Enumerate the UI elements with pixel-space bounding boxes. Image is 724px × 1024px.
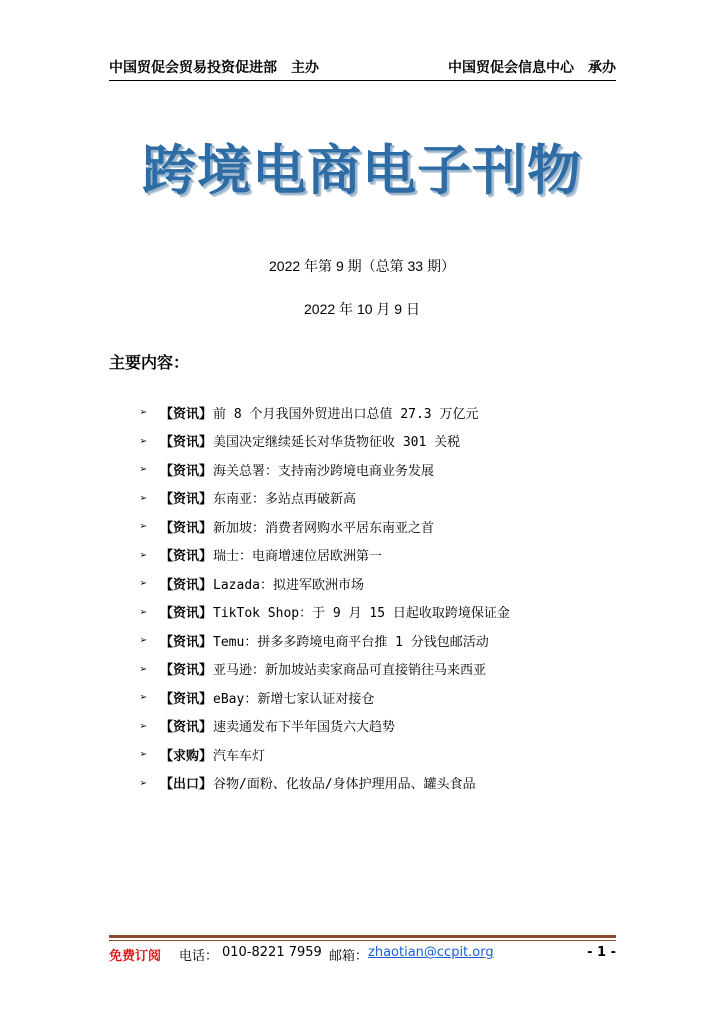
arrow-bullet-icon: ➢	[140, 747, 148, 762]
contents-item	[140, 398, 510, 427]
item-tag: 【资讯】	[160, 549, 213, 565]
email-label: 邮箱：	[329, 949, 369, 964]
page-header	[109, 56, 616, 81]
item-text: eBay：新增七家认证对接仓	[213, 691, 375, 707]
contents-item	[140, 683, 510, 712]
arrow-bullet-icon: ➢	[140, 519, 148, 534]
item-tag: 【资讯】	[160, 606, 213, 622]
issue-date: 2022 年 10 月 9 日	[304, 301, 420, 317]
item-text: 速卖通发布下半年国货六大趋势	[213, 720, 396, 736]
contents-item	[140, 484, 510, 513]
arrow-bullet-icon: ➢	[140, 604, 148, 619]
item-tag: 【资讯】	[160, 435, 213, 451]
page-footer	[109, 945, 616, 965]
contents-item	[140, 598, 510, 627]
item-text: 海关总署：支持南沙跨境电商业务发展	[213, 463, 435, 479]
item-text: Temu：拼多多跨境电商平台推 1 分钱包邮活动	[213, 634, 489, 650]
contents-item	[140, 769, 510, 798]
contents-item	[140, 569, 510, 598]
item-text: 前 8 个月我国外贸进出口总值 27.3 万亿元	[213, 406, 479, 422]
contents-item	[140, 427, 510, 456]
page-number: - 1 -	[587, 945, 616, 960]
item-tag: 【资讯】	[160, 406, 213, 422]
item-tag: 【资讯】	[160, 691, 213, 707]
item-tag: 【资讯】	[160, 492, 213, 508]
item-tag: 【资讯】	[160, 520, 213, 536]
issue-number: 2022 年第 9 期（总第 33 期）	[269, 258, 455, 274]
arrow-bullet-icon: ➢	[140, 633, 148, 648]
header-undertaker: 中国贸促会信息中心 承办	[448, 60, 616, 76]
item-text: 瑞士：电商增速位居欧洲第一	[213, 549, 383, 565]
item-tag: 【资讯】	[160, 463, 213, 479]
contents-item	[140, 512, 510, 541]
item-text: 谷物/面粉、化妆品/身体护理用品、罐头食品	[213, 777, 476, 793]
item-tag: 【资讯】	[160, 577, 213, 593]
contents-list	[140, 398, 510, 797]
subscribe-link[interactable]: 免费订阅	[109, 949, 162, 964]
arrow-bullet-icon: ➢	[140, 718, 148, 733]
footer-divider-thin	[109, 940, 616, 941]
arrow-bullet-icon: ➢	[140, 490, 148, 505]
item-text: 新加坡：消费者网购水平居东南亚之首	[213, 520, 435, 536]
item-text: 亚马逊：新加坡站卖家商品可直接销往马来西亚	[213, 663, 487, 679]
arrow-bullet-icon: ➢	[140, 661, 148, 676]
contents-item	[140, 455, 510, 484]
header-organizer: 中国贸促会贸易投资促进部 主办	[109, 60, 319, 76]
contents-item	[140, 740, 510, 769]
item-tag: 【资讯】	[160, 634, 213, 650]
contents-item	[140, 712, 510, 741]
arrow-bullet-icon: ➢	[140, 576, 148, 591]
arrow-bullet-icon: ➢	[140, 462, 148, 477]
contents-item	[140, 655, 510, 684]
arrow-bullet-icon: ➢	[140, 775, 148, 790]
item-text: 美国决定继续延长对华货物征收 301 关税	[213, 435, 461, 451]
item-tag: 【出口】	[160, 777, 213, 793]
arrow-bullet-icon: ➢	[140, 405, 148, 420]
phone-label: 电话：	[179, 949, 219, 964]
contents-item	[140, 541, 510, 570]
item-tag: 【资讯】	[160, 720, 213, 736]
phone-number: 010-8221 7959	[222, 945, 322, 960]
contents-heading: 主要内容：	[109, 353, 190, 372]
item-text: TikTok Shop：于 9 月 15 日起收取跨境保证金	[213, 606, 510, 622]
arrow-bullet-icon: ➢	[140, 547, 148, 562]
item-text: 东南亚：多站点再破新高	[213, 492, 357, 508]
arrow-bullet-icon: ➢	[140, 433, 148, 448]
item-tag: 【求购】	[160, 748, 213, 764]
contents-item	[140, 626, 510, 655]
item-text: Lazada：拟进军欧洲市场	[213, 577, 364, 593]
publication-title: 跨境电商电子刊物	[142, 139, 582, 202]
item-text: 汽车车灯	[213, 748, 266, 764]
arrow-bullet-icon: ➢	[140, 690, 148, 705]
item-tag: 【资讯】	[160, 663, 213, 679]
footer-divider	[109, 935, 616, 938]
email-link[interactable]: zhaotian@ccpit.org	[368, 945, 494, 960]
